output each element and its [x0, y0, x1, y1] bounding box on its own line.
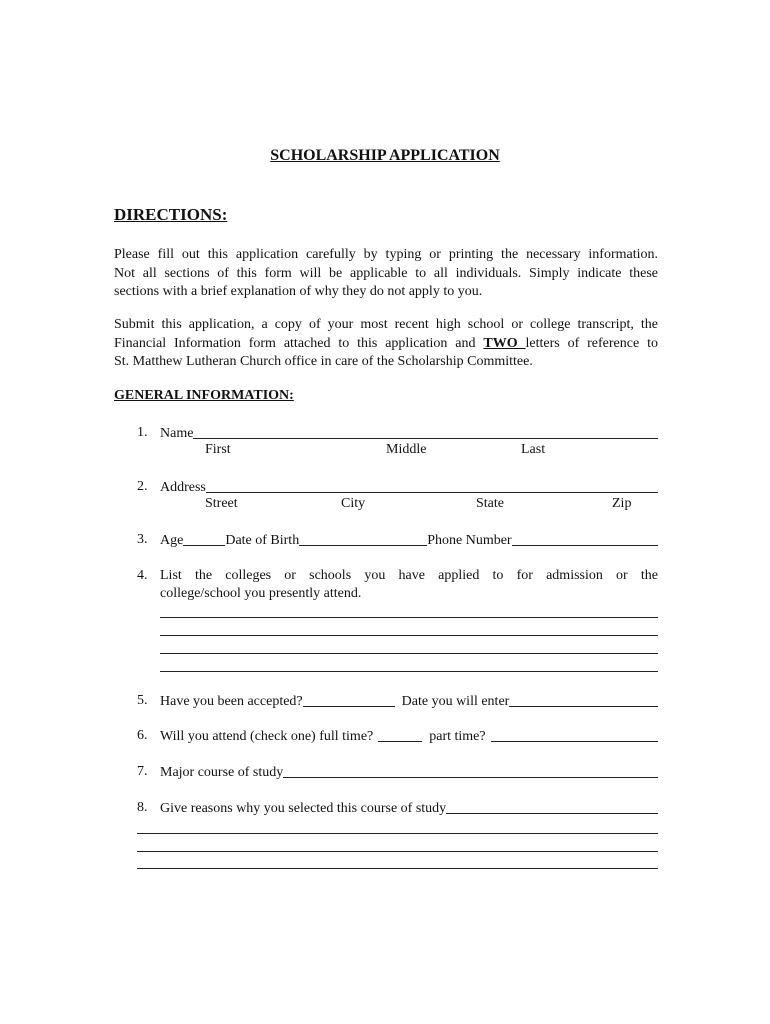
enter-date-label: Date you will enter: [401, 694, 510, 709]
directions-paragraph-2: [114, 316, 658, 372]
question-number: 2.: [137, 479, 148, 494]
directions-p2-line: [114, 335, 658, 354]
major-field[interactable]: [283, 763, 658, 778]
full-time-field[interactable]: [378, 727, 422, 742]
address-field[interactable]: [206, 478, 658, 493]
accepted-field[interactable]: [303, 692, 395, 707]
directions-heading: DIRECTIONS:: [114, 205, 228, 224]
age-dob-phone-row: [160, 531, 658, 549]
colleges-question-line: List the colleges or schools you have applied to for admission or the: [160, 568, 658, 583]
address-label: Address: [160, 480, 206, 495]
major-row: [160, 763, 658, 781]
question-number: 1.: [137, 425, 148, 440]
street-caption: Street: [205, 496, 238, 511]
major-label: Major course of study: [160, 765, 284, 780]
phone-label: Phone Number: [427, 533, 512, 548]
reasons-label: Give reasons why you selected this course of study: [160, 801, 447, 816]
two-emphasis: TWO: [483, 335, 526, 351]
reasons-answer-line[interactable]: [137, 833, 658, 834]
name-field[interactable]: [193, 424, 658, 439]
name-row: [160, 424, 658, 442]
question-number: 5.: [137, 693, 148, 708]
question-number: 6.: [137, 728, 148, 743]
question-number: 8.: [137, 800, 148, 815]
directions-p1-line: sections with a brief explanation of why they do not apply to you.: [114, 284, 483, 299]
question-number: 7.: [137, 764, 148, 779]
reasons-answer-line[interactable]: [137, 868, 658, 869]
dob-field[interactable]: [299, 531, 427, 546]
reasons-answer-line[interactable]: [137, 851, 658, 852]
directions-p2-line: St. Matthew Lutheran Church office in care of the Scholarship Committee.: [114, 354, 533, 369]
name-label: Name: [160, 426, 194, 441]
city-caption: City: [341, 496, 366, 511]
phone-field[interactable]: [512, 531, 658, 546]
accepted-label: Have you been accepted?: [160, 694, 303, 709]
directions-p1-line: Please fill out this application carefully by typing or printing the necessary information.: [114, 247, 658, 262]
question-number: 3.: [137, 532, 148, 547]
zip-caption: Zip: [612, 496, 632, 511]
enter-date-field[interactable]: [509, 692, 658, 707]
directions-p2-text: Financial Information form attached to this application and: [114, 335, 484, 351]
colleges-answer-line[interactable]: [160, 671, 658, 672]
directions-p1-line: Not all sections of this form will be applicable to all individuals. Simply indicate these: [114, 265, 658, 281]
last-name-caption: Last: [521, 442, 546, 457]
colleges-answer-line[interactable]: [160, 635, 658, 636]
state-caption: State: [476, 496, 504, 511]
age-field[interactable]: [183, 531, 225, 546]
accepted-row: [160, 692, 658, 710]
directions-p2-line: Submit this application, a copy of your most recent high school or college transcript, the: [114, 317, 658, 332]
middle-name-caption: Middle: [386, 442, 427, 457]
page-title: SCHOLARSHIP APPLICATION: [270, 147, 500, 164]
question-number: 4.: [137, 568, 148, 583]
attendance-row: [160, 727, 658, 745]
colleges-answer-line[interactable]: [160, 617, 658, 618]
part-time-label: part time?: [429, 729, 486, 744]
reasons-field[interactable]: [446, 799, 658, 814]
general-information-heading: GENERAL INFORMATION:: [114, 388, 294, 403]
first-name-caption: First: [205, 442, 231, 457]
address-row: [160, 478, 658, 496]
colleges-question-line: college/school you presently attend.: [160, 586, 362, 601]
directions-p2-text: letters of reference to: [525, 335, 658, 351]
dob-label: Date of Birth: [225, 533, 300, 548]
reasons-row: [160, 799, 658, 817]
colleges-question: [160, 567, 658, 603]
colleges-answer-line[interactable]: [160, 653, 658, 654]
part-time-field[interactable]: [491, 727, 658, 742]
age-label: Age: [160, 533, 184, 548]
full-time-label: Will you attend (check one) full time?: [160, 729, 374, 744]
directions-paragraph-1: [114, 246, 658, 302]
